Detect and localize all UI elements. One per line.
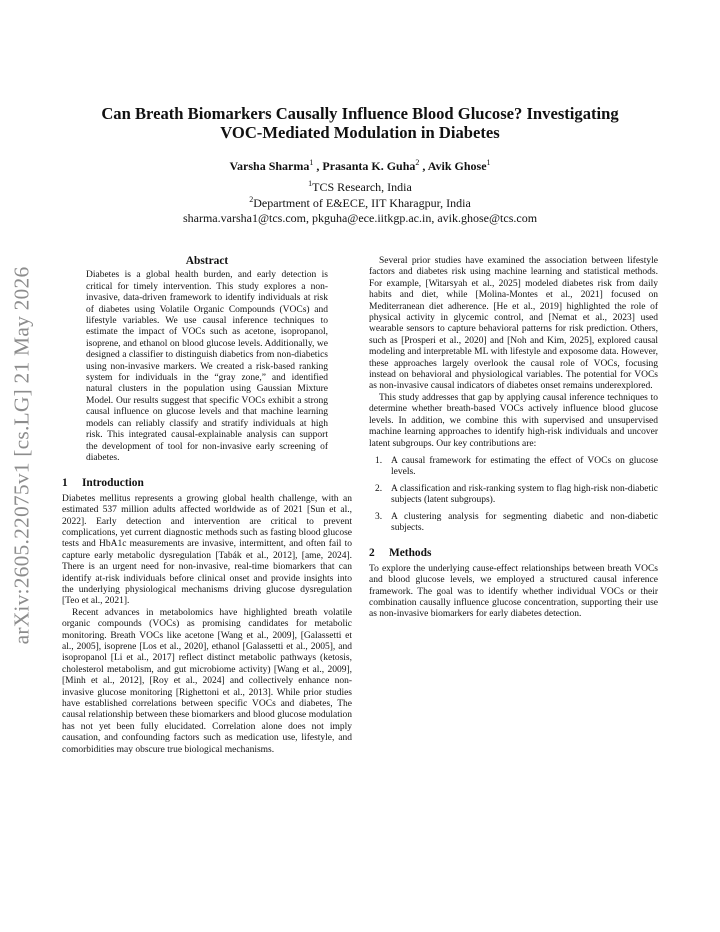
introduction-paragraph: This study addresses that gap by applying causal inference techniques to determine whether breath-based VOCs actively influence blood glucose levels. In addition, we combine this with supervised and unsupervised machine learning approaches to identify high-risk individuals and uncover latent subgroups. Our key contributions are: (369, 392, 658, 449)
introduction-paragraph: Several prior studies have examined the association between lifestyle factors and diabetes risk using machine learning and statistical methods. For example, [Witarsyah et al., 2025] modeled diabetes risk from daily habits and diet, while [Molina-Montes et al., 2021] focused on Mediterranean diet adherence. [He et al., 2019] highlighted the role of physical activity in glycemic control, and [Nemat et al., 2023] used wearable sensors to capture behavioral patterns for risk prediction. Others, such as [Prosperi et al., 2020] and [Noh and Kim, 2025], explored causal modeling and interpretable ML with lifestyle and exposome data. However, these approaches largely overlook the causal role of VOCs, focusing instead on behavioral and physiological variables. The potential for VOCs as non-invasive causal indicators of diabetes onset remains underexplored. (369, 256, 658, 392)
section-number: 2 (369, 547, 375, 560)
section-number: 1 (62, 477, 68, 490)
list-item (369, 512, 658, 535)
list-marker: 2. (375, 483, 383, 494)
paper-title-line-1: Can Breath Biomarkers Causally Influence Blood Glucose? Investigating (101, 104, 619, 123)
author-separator: , (313, 159, 323, 173)
author-affil-mark: 1 (309, 158, 314, 167)
affiliation-mark: 2 (249, 195, 254, 204)
affiliation-mark: 1 (308, 179, 313, 188)
list-item-text: A causal framework for estimating the effect of VOCs on glucose levels. (391, 455, 658, 478)
list-marker: 3. (375, 511, 383, 522)
abstract-heading: Abstract (185, 255, 229, 267)
arxiv-sidebar-stamp (4, 255, 40, 655)
affiliation (80, 179, 640, 195)
list-item-text: A classification and risk-ranking system to flag high-risk non-diabetic subjects (latent subgroups). (391, 483, 658, 506)
introduction-heading (62, 478, 352, 489)
contributions-list (369, 456, 658, 534)
author-affil-mark: 2 (415, 158, 420, 167)
author-list (80, 158, 640, 174)
list-item (369, 456, 658, 479)
affiliation-text: Department of E&ECE, IIT Kharagpur, India (253, 196, 471, 210)
author-separator: , (419, 159, 428, 173)
abstract-text: Diabetes is a global health burden, and early detection is critical for timely intervention. This study explores a non-invasive, data-driven framework to identify individuals at risk of diabetes using Volatile Organic Compounds (VOCs) and lifestyle variables. We use causal inference techniques to estimate the impact of VOCs such as acetone, isopropanol, isoprene, and ethanol on blood glucose levels. Additionally, we designed a classifier to distinguish diabetics from non-diabetics using non-invasive markers. We created a risk-based ranking system for individuals in the “gray zone,” and identified natural clusters in the population using Gaussian Mixture Model. Our results suggest that specific VOCs exhibit a strong causal influence on glucose levels and that machine learning models can reliably classify and stratify individuals at high risk. This integrated causal-explainable analysis can support the development of tool for non-invasive early screening of diabetes. (86, 270, 328, 463)
introduction-paragraph: Recent advances in metabolomics have highlighted breath volatile organic compounds (VOCs) as promising candidates for metabolic monitoring. Breath VOCs like acetone [Wang et al., 2009], [Galassetti et al., 2005], isoprene [Los et al., 2020], ethanol [Galassetti et al., 2005], and isopropanol [Li et al., 2017] reflect distinct metabolic pathways (ketosis, cholesterol metabolism, and gut microbiome activity) [Wang et al., 2009], [Minh et al., 2012], [Roy et al., 2024] and collectively enhance non-invasive glucose monitoring [Righettoni et al., 2013]. While prior studies have established correlations between specific VOCs and diabetes, The causal relationship between these biomarkers and blood glucose modulation has not yet been fully elucidated. Correlation alone does not imply causation, and confounding factors such as medication use, lifestyle, and comorbidities may obscure true biological mechanisms. (62, 607, 352, 755)
methods-heading (369, 548, 658, 559)
paper-title (80, 104, 640, 142)
section-heading-text: Methods (389, 547, 432, 560)
paper-title-line-2: VOC-Mediated Modulation in Diabetes (220, 123, 500, 142)
methods-paragraph: To explore the underlying cause-effect relationships between breath VOCs and blood glucose levels, we employed a structured causal inference framework. The goal was to identify whether individual VOCs or their combination causally influence glucose concentration, supporting their use as non-invasive biomarkers for early diabetes detection. (369, 563, 658, 620)
introduction-paragraph: Diabetes mellitus represents a growing global health challenge, with an estimated 537 million adults affected worldwide as of 2021 [Sun et al., 2022]. Early detection and intervention are critical to prevent complications, yet current diagnostic methods such as fasting blood glucose tests and HbA1c measurements are invasive, intermittent, and often fail to capture early metabolic dysregulation [Tabák et al., 2012], [ame, 2024]. There is an urgent need for non-invasive, real-time biomarkers that can identify at-risk individuals before clinical onset and provide insights into the underlying physiological mechanisms driving glucose dysregulation [Teo et al., 2021]. (62, 493, 352, 607)
list-marker: 1. (375, 455, 383, 466)
right-column (369, 256, 658, 621)
author-name: Prasanta K. Guha (322, 159, 416, 173)
author-affil-mark: 1 (486, 158, 491, 167)
list-item (369, 484, 658, 507)
author-name: Avik Ghose (427, 159, 487, 173)
author-name: Varsha Sharma (229, 159, 310, 173)
list-item-text: A clustering analysis for segmenting diabetic and non-diabetic subjects. (391, 511, 658, 533)
left-column (62, 256, 352, 756)
affiliation-text: TCS Research, India (312, 180, 412, 194)
affiliation (80, 195, 640, 211)
arxiv-identifier: arXiv:2605.22075v1 [cs.LG] 21 May 2026 (9, 266, 34, 644)
author-emails: sharma.varsha1@tcs.com, pkguha@ece.iitkgp.ac.in, avik.ghose@tcs.com (182, 211, 538, 225)
section-heading-text: Introduction (82, 477, 144, 490)
